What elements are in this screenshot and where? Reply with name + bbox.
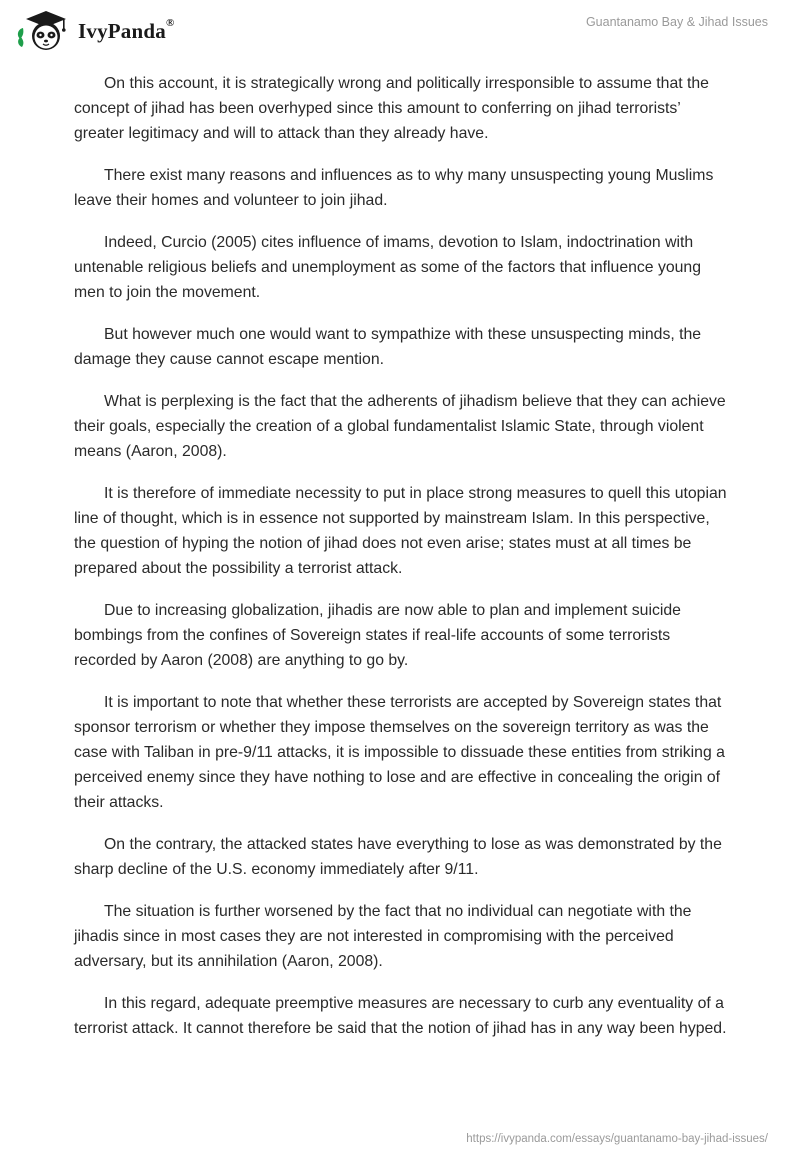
registered-mark: ® <box>165 16 175 29</box>
paragraph: What is perplexing is the fact that the adherents of jihadism believe that they can achieve their goals, especially the creation of a global fundamentalist Islamic State, through violent means (Aaron, 2008). <box>74 393 726 460</box>
panda-graduate-icon <box>16 9 72 53</box>
paragraph: The situation is further worsened by the fact that no individual can negotiate with the jihadis since in most cases they are not interested in compromising with the perceived adversary, but its annihilation (Aaron, 2008). <box>74 903 692 970</box>
logo-wordmark <box>78 16 175 44</box>
paragraph: But however much one would want to sympathize with these unsuspecting minds, the damage they cause cannot escape mention. <box>74 326 702 368</box>
paragraph: On the contrary, the attacked states have everything to lose as was demonstrated by the sharp decline of the U.S. economy immediately after 9/11. <box>74 836 722 878</box>
paragraph: Indeed, Curcio (2005) cites influence of imams, devotion to Islam, indoctrination with untenable religious beliefs and unemployment as some of the factors that influence young men to join the movement. <box>74 234 702 301</box>
ivypanda-logo[interactable] <box>16 9 174 53</box>
paragraph: In this regard, adequate preemptive measures are necessary to curb any eventuality of a terrorist attack. It cannot therefore be said that the notion of jihad has in any way been hyped. <box>74 995 727 1037</box>
paragraph: On this account, it is strategically wrong and politically irresponsible to assume that the concept of jihad has been overhyped since this amount to conferring on jihad terrorists’ greater legitimacy and will to attack than they already have. <box>74 75 709 142</box>
paragraph: It is important to note that whether these terrorists are accepted by Sovereign states that sponsor terrorism or whether they impose themselves on the sovereign territory as was the case with Taliban in pre-9/11 attacks, it is impossible to dissuade these entities from striking a perceived enemy since they have nothing to lose and are effective in concealing the origin of their attacks. <box>74 694 725 811</box>
logo-name: IvyPanda <box>78 18 166 43</box>
essay-body <box>74 71 730 1058</box>
paragraph: There exist many reasons and influences as to why many unsuspecting young Muslims leave their homes and volunteer to join jihad. <box>74 167 714 209</box>
document-title: Guantanamo Bay & Jihad Issues <box>585 15 768 29</box>
source-url[interactable]: https://ivypanda.com/essays/guantanamo-bay-jihad-issues/ <box>466 1133 768 1145</box>
page-header <box>0 0 800 60</box>
paragraph: Due to increasing globalization, jihadis are now able to plan and implement suicide bombings from the confines of Sovereign states if real-life accounts of some terrorists recorded by Aaron (2008) are anything to go by. <box>74 602 681 669</box>
paragraph: It is therefore of immediate necessity to put in place strong measures to quell this utopian line of thought, which is in essence not supported by mainstream Islam. In this perspective, the question of hyping the notion of jihad does not even arise; states must at all times be prepared about the possibility a terrorist attack. <box>74 485 727 577</box>
